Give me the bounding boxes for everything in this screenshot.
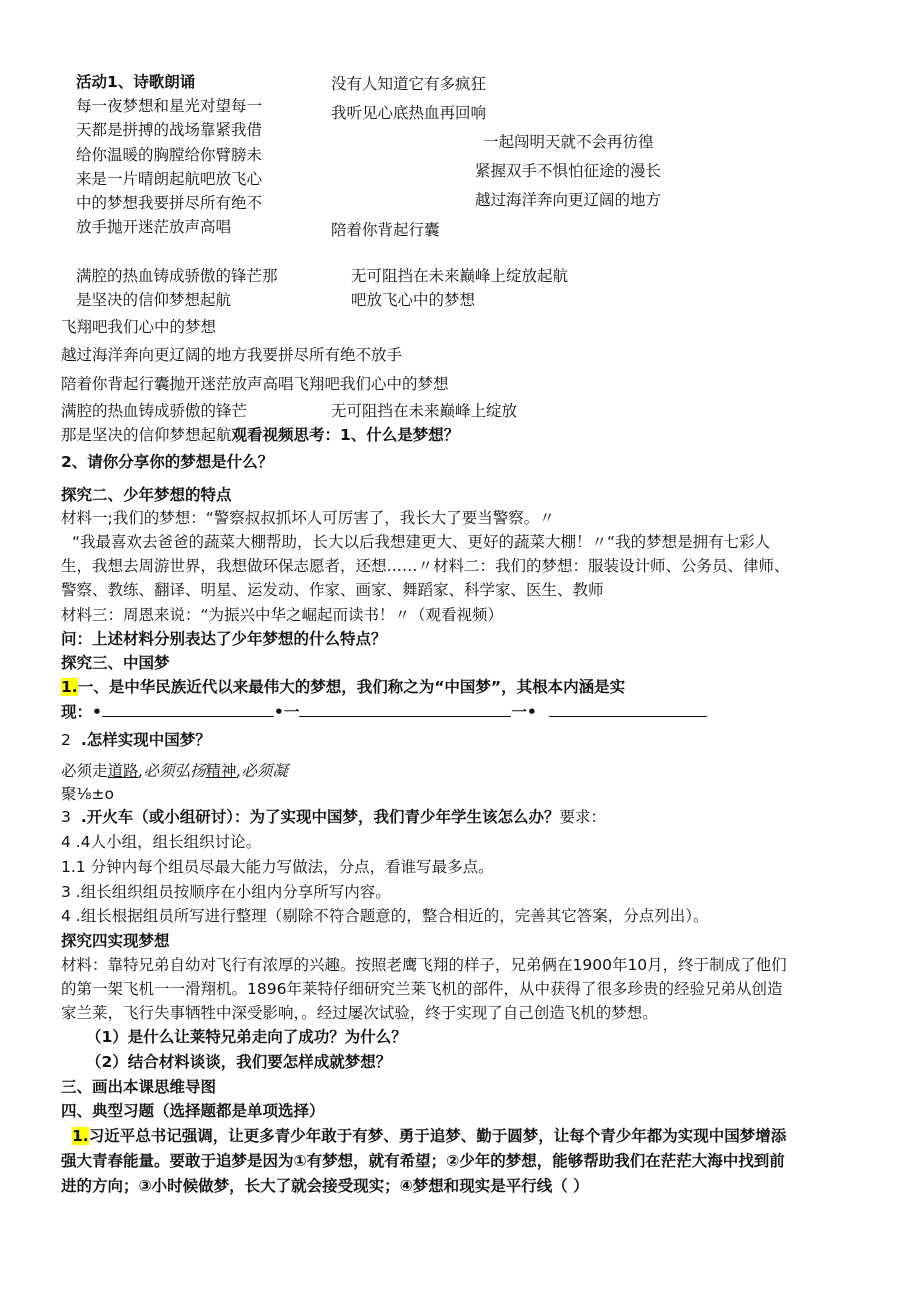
- share-question: 2、请你分享你的梦想是什么？: [61, 453, 274, 471]
- poem-line: 放手抛开迷茫放声高唱: [76, 218, 232, 236]
- question-number: 1.: [72, 1127, 89, 1145]
- must-text: 道路: [107, 762, 139, 780]
- answer-blank[interactable]: [299, 702, 511, 717]
- question-text: 习近平总书记强调，让更多青少年敢于有梦、勇于追梦、勤于圆梦，让每个青少年都为实现中国梦增添: [88, 1127, 787, 1145]
- exercise-1: [72, 1126, 786, 1146]
- material-line: 家兰莱，飞行失事牺牲中深受影响，。经过屡次试验，终于实现了自己创造飞机的梦想。: [61, 1004, 658, 1022]
- poem-line: 陪着你背起行囊抛开迷茫放声高唱飞翔吧我们心中的梦想: [61, 375, 449, 393]
- material-line: 警察、教练、翻译、明星、运发动、作家、画家、舞蹈家、科学家、医生、教师: [61, 581, 604, 599]
- question-2: [61, 730, 211, 750]
- requirement-item: 4 .4人小组，组长组织讨论。: [61, 833, 262, 851]
- exercise-line: 强大青春能量。要敢于追梦是因为①有梦想，就有希望；②少年的梦想，能够帮助我们在茫茫大海中找到前: [61, 1152, 785, 1170]
- must-text: 必须走: [61, 762, 108, 780]
- poem-line: 每一夜梦想和星光对望每一: [76, 97, 263, 115]
- requirement-item: 1.1 分钟内每个组员尽最大能力写做法，分点，看谁写最多点。: [61, 858, 494, 876]
- must-line-end: 聚⅛±o: [61, 785, 114, 803]
- poem-line: 无可阻挡在未来巅峰上绽放: [331, 402, 518, 420]
- poem-line: 天都是拼搏的战场靠紧我借: [76, 121, 263, 139]
- poem-line: 是坚决的信仰梦想起航: [76, 291, 232, 309]
- requirement-item: 4 .组长根据组员所写进行整理（剔除不符合题意的，整合相近的，完善其它答案，分点列出）。: [61, 907, 709, 925]
- explore2-title: 探究二、少年梦想的特点: [61, 486, 232, 504]
- blank-separator: •一: [273, 703, 300, 721]
- question-text: .开火车（或小组研讨）：为了实现中国梦，我们青少年学生该怎么办？: [80, 808, 560, 826]
- poem-line: 无可阻挡在未来巅峰上绽放起航: [351, 267, 569, 285]
- poem-line: 飞翔吧我们心中的梦想: [61, 318, 217, 336]
- requirement-label: 要求：: [559, 808, 607, 826]
- question-number: 3: [61, 808, 71, 826]
- poem-line: 满腔的热血铸成骄傲的锋芒那: [76, 267, 278, 285]
- question-1-blanks: [61, 702, 707, 722]
- poem-line: 越过海洋奔向更辽阔的地方我要拼尽所有绝不放手: [61, 346, 403, 364]
- material-line: “我最喜欢去爸爸的蔬菜大棚帮助，长大以后我想建更大、更好的蔬菜大棚！〃“我的梦想是拥有七彩人: [72, 533, 771, 551]
- poem-line-with-question: [61, 425, 459, 445]
- question-text: 一、是中华民族近代以来最伟大的梦想，我们称之为“中国梦”，其根本内涵是实: [77, 678, 626, 696]
- explore4-question: （2）结合材料谈谈，我们要怎样成就梦想？: [86, 1053, 392, 1071]
- question-text: .怎样实现中国梦？: [80, 731, 211, 749]
- poem-line: 给你温暖的胸膛给你臂膀未: [76, 146, 263, 164]
- exercise-line: 进的方向；③小时候做梦，长大了就会接受现实；④梦想和现实是平行线（ ）: [61, 1177, 589, 1195]
- poem-line: 紧握双手不惧怕征途的漫长: [475, 162, 662, 180]
- poem-line: 一起闯明天就不会再彷徨: [483, 133, 654, 151]
- question-number: 1.: [61, 678, 78, 696]
- blank-prefix: 现：•: [61, 703, 102, 721]
- material-line: 材料三：周恩来说：“为振兴中华之崛起而读书！〃（观看视频）: [61, 606, 504, 624]
- poem-line: 吧放飞心中的梦想: [351, 291, 476, 309]
- activity1-title: 活动1、诗歌朗诵: [76, 73, 196, 91]
- poem-line: 没有人知道它有多疯狂: [331, 75, 487, 93]
- material-line: 的第一架飞机一一滑翔机。1896年莱特仔细研究兰莱飞机的部件，从中获得了很多珍贵的经验兄弟从创造: [61, 980, 783, 998]
- poem-line: 中的梦想我要拼尽所有绝不: [76, 194, 263, 212]
- explore4-question: （1）是什么让莱特兄弟走向了成功？为什么？: [86, 1028, 407, 1046]
- material-line: 材料：靠特兄弟自幼对飞行有浓厚的兴趣。按照老鹰飞翔的样子，兄弟俩在1900年10月，终于制成了他们: [61, 956, 787, 974]
- question-number: 2: [61, 731, 71, 749]
- blank-separator: 一•: [511, 703, 537, 721]
- requirement-item: 3 .组长组织组员按顺序在小组内分享所写内容。: [61, 883, 391, 901]
- must-text: ,必须弘扬: [138, 762, 206, 780]
- poem-line: 我听见心底热血再回响: [331, 104, 487, 122]
- must-text: 精神: [205, 762, 237, 780]
- material-line: 生，我想去周游世界，我想做环保志愿者，还想……〃材料二：我们的梦想：服装设计师、公务员、律师、: [61, 557, 790, 575]
- must-text: ,必须凝: [236, 762, 288, 780]
- must-line: [61, 761, 288, 781]
- poem-line: 陪着你背起行囊: [331, 221, 440, 239]
- poem-line: 来是一片晴朗起航吧放飞心: [76, 170, 263, 188]
- answer-blank[interactable]: [549, 702, 707, 717]
- section-4-title: 四、典型习题（选择题都是单项选择）: [61, 1102, 325, 1120]
- video-question: 观看视频思考：1、什么是梦想？: [231, 426, 460, 444]
- section-3-title: 三、画出本课思维导图: [61, 1078, 217, 1096]
- poem-line: 满腔的热血铸成骄傲的锋芒: [61, 402, 248, 420]
- explore4-title: 探究四实现梦想: [61, 932, 170, 950]
- explore3-title: 探究三、中国梦: [61, 654, 170, 672]
- answer-blank[interactable]: [102, 702, 274, 717]
- material-line: 材料一;我们的梦想：“警察叔叔抓坏人可厉害了，我长大了要当警察。〃: [61, 509, 555, 527]
- poem-line: 越过海洋奔向更辽阔的地方: [475, 191, 662, 209]
- question-1: [61, 677, 625, 697]
- poem-line: 那是坚决的信仰梦想起航: [61, 426, 232, 444]
- explore2-question: 问：上述材料分别表达了少年梦想的什么特点？: [61, 630, 387, 648]
- question-3: [61, 807, 606, 827]
